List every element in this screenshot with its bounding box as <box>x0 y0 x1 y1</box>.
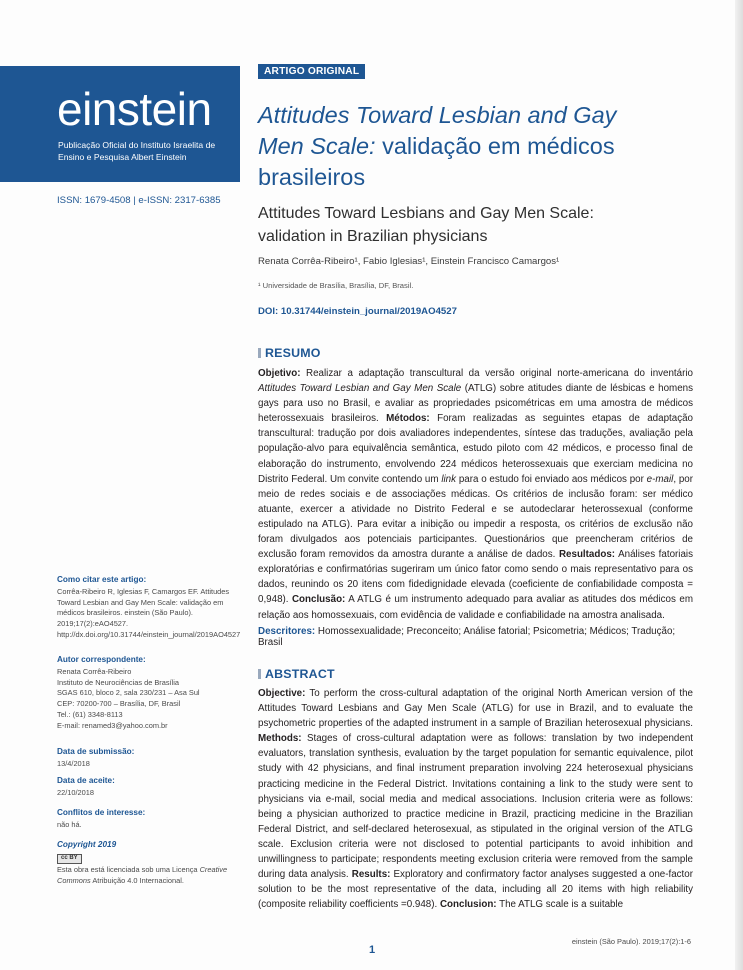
article-type-badge: ARTIGO ORIGINAL <box>258 64 365 79</box>
metodos-label: Métodos: <box>386 413 430 425</box>
methods-label: Methods: <box>258 733 302 745</box>
article-title-rest: validação em médicos brasileiros <box>258 133 615 190</box>
corr-line: CEP: 70200-700 – Brasília, DF, Brasil <box>57 699 181 709</box>
submission-date-block <box>57 747 237 770</box>
affiliation: ¹ Universidade de Brasília, Brasília, DF, Brasil. <box>258 281 414 290</box>
article-title <box>258 100 618 193</box>
conclusao-text: A ATLG é um instrumento adequado para avaliar as atitudes dos médicos em relação aos homossexuais, com evidência de validade e confiabilidade na amostra analisada. <box>258 594 693 621</box>
abstract-heading-text: ABSTRACT <box>265 667 335 681</box>
acceptance-date-block <box>57 776 237 799</box>
corr-line: SGAS 610, bloco 2, sala 230/231 – Asa Sul <box>57 688 200 698</box>
how-to-cite-label: Como citar este artigo: <box>57 575 147 584</box>
conclusion-text: The ATLG scale is a suitable <box>496 899 624 911</box>
journal-logo: einstein <box>57 83 212 135</box>
abstract-text <box>258 686 693 912</box>
metodos-text-c: , por meio de redes sociais e de associações médicas. Os critérios de inclusão foram: ser médico atuante, exercer a atividade no Distrito Federal e se autodeclarar heterossexual (conforme estipulado na ATLG). Para evitar a inibição ou impedir a resposta, os critérios de exclusão não foram divulgados aos potenciais participantes. Questionários que preencheram critérios de exclusão foram removidos da amostra durante a análise de dados. <box>258 473 694 561</box>
license-text-a: Esta obra está licenciada sob uma Licença <box>57 864 200 874</box>
results-label: Results: <box>351 869 391 881</box>
objective-label: Objective: <box>258 688 306 699</box>
heading-bar <box>258 348 261 358</box>
objetivo-text-italic: Attitudes Toward Lesbian and Gay Men Scale <box>258 383 462 395</box>
metodos-text-b: para o estudo foi enviado aos médicos por <box>456 473 647 485</box>
resultados-text: Análises fatoriais exploratórias e confirmatórias sugeriram um único fator como sendo o mais representativo para os dados, reunindo os 20 itens com fidedignidade elevada (coeficiente de confiabilidade composta = 0,948). <box>258 549 693 606</box>
corr-line: Renata Corrêa-Ribeiro <box>57 666 132 676</box>
metodos-email-word: e-mail <box>646 473 674 485</box>
corr-line: Instituto de Neurociências de Brasília <box>57 677 180 687</box>
abstract-heading <box>258 667 335 681</box>
conflicts-label: Conflitos de interesse: <box>57 808 146 817</box>
article-title-italic: Attitudes Toward Lesbian and Gay Men Scale: <box>258 102 617 159</box>
submission-date-label: Data de submissão: <box>57 747 135 756</box>
corr-email[interactable]: E-mail: renamed3@yahoo.com.br <box>57 720 168 730</box>
journal-subtitle: Publicação Oficial do Instituto Israelita de Ensino e Pesquisa Albert Einstein <box>58 140 216 162</box>
copyright-label: Copyright 2019 <box>57 840 117 849</box>
results-text: Exploratory and confirmatory factor analyses suggested a one-factor solution to be the most representative of the data, including all 20 items with high reliability (composite reliability coefficients =0.948). <box>258 869 693 911</box>
acceptance-date-label: Data de aceite: <box>57 776 115 785</box>
footer-citation: einstein (São Paulo). 2019;17(2):1-6 <box>571 937 691 946</box>
article-subtitle: Attitudes Toward Lesbians and Gay Men Scale: validation in Brazilian physicians <box>258 205 594 245</box>
license-text <box>57 865 237 887</box>
page-edge-shadow <box>735 0 743 970</box>
corr-line: Tel.: (61) 3348-8113 <box>57 709 123 719</box>
corresponding-author <box>57 655 237 732</box>
methods-text: Stages of cross-cultural adaptation were as follows: translation by two independent evaluators, translation synthesis, evaluation by the target population for semantic equivalence, pilot study with 42 physicians, and final instrument preparation involving 224 heterosexual physicians practicing medicine in the Federal District. Invitations containing a link to the study were sent to physicians via e-mail, social media and medical associations. Inclusion criteria were as follows: being a physician authorized to practice medicine in Brazil, practicing medicine in the Brazilian Federal District, and self-declared heterosexual, as stipulated in the original version of the ATLG scale. Exclusion criteria were not disclosed to potential participants to avoid inhibition and unwillingness to participate; respondents meeting exclusion criteria were removed from the sample during data analysis. <box>258 733 693 881</box>
license-link[interactable]: Creative Commons <box>57 864 228 885</box>
objetivo-label: Objetivo: <box>258 368 301 379</box>
descritores-text: Homossexualidade; Preconceito; Análise fatorial; Psicometria; Médicos; Tradução; Brasil <box>258 626 676 648</box>
creative-commons-icon: cc BY <box>57 854 82 864</box>
resumo-heading-text: RESUMO <box>265 346 321 360</box>
doi-link[interactable]: DOI: 10.31744/einstein_journal/2019AO4527 <box>258 306 457 317</box>
how-to-cite <box>57 575 241 641</box>
corresponding-author-label: Autor correspondente: <box>57 655 146 664</box>
license-text-b: Atribuição 4.0 Internacional. <box>90 875 184 885</box>
metodos-link-word: link <box>441 473 457 485</box>
conflicts-text: não há. <box>57 819 82 829</box>
acceptance-date: 22/10/2018 <box>57 787 94 797</box>
conflicts-block <box>57 808 237 831</box>
descritores <box>258 626 698 648</box>
submission-date: 13/4/2018 <box>57 758 90 768</box>
heading-bar <box>258 669 261 679</box>
objetivo-text-b: (ATLG) sobre atitudes diante de lésbicas e homens gays para uso no Brasil, e avaliar as propriedades psicométricas em uma amostra de médicos heterossexuais brasileiros. <box>258 383 693 425</box>
how-to-cite-text: Corrêa-Ribeiro R, Iglesias F, Camargos EF. Attitudes Toward Lesbian and Gay Men Scale: validação em médicos brasileiros. einstein (São Paulo). 2019;17(2):eAO4527. http://dx.doi.org/10.31744/einstein_journal/2019AO4527 <box>57 586 241 639</box>
conclusion-label: Conclusion: <box>439 899 497 911</box>
author-list: Renata Corrêa-Ribeiro¹, Fabio Iglesias¹, Einstein Francisco Camargos¹ <box>258 256 560 267</box>
resumo-heading <box>258 346 321 360</box>
journal-issn: ISSN: 1679-4508 | e-ISSN: 2317-6385 <box>57 195 221 206</box>
objetivo-text-a: Realizar a adaptação transcultural da versão original norte-americana do inventário <box>300 368 693 379</box>
objective-text: To perform the cross-cultural adaptation of the original North American version of the Attitudes Toward Lesbians and Gay Men Scale (ATLG) for use in Brazil, and to evaluate the psychometric properties of the adapted instrument in a sample of Brazilian heterosexual physicians. <box>258 688 693 730</box>
descritores-label: Descritores: <box>258 626 316 637</box>
copyright-block <box>57 840 237 886</box>
metodos-text-a: Foram realizadas as seguintes etapas de adaptação transcultural: tradução por dois avaliadores independentes, síntese das traduções, avaliação pela população-alvo para equivalência semântica, estudo piloto com 42 médicos, e processo final de elaboração do instrumento, envolvendo 224 médicos heterossexuais que exerciam medicina no Distrito Federal. Um convite contendo um <box>258 413 693 485</box>
resultados-label: Resultados: <box>558 549 616 561</box>
page-number: 1 <box>369 944 376 956</box>
resumo-text <box>258 366 693 623</box>
conclusao-label: Conclusão: <box>291 594 346 606</box>
